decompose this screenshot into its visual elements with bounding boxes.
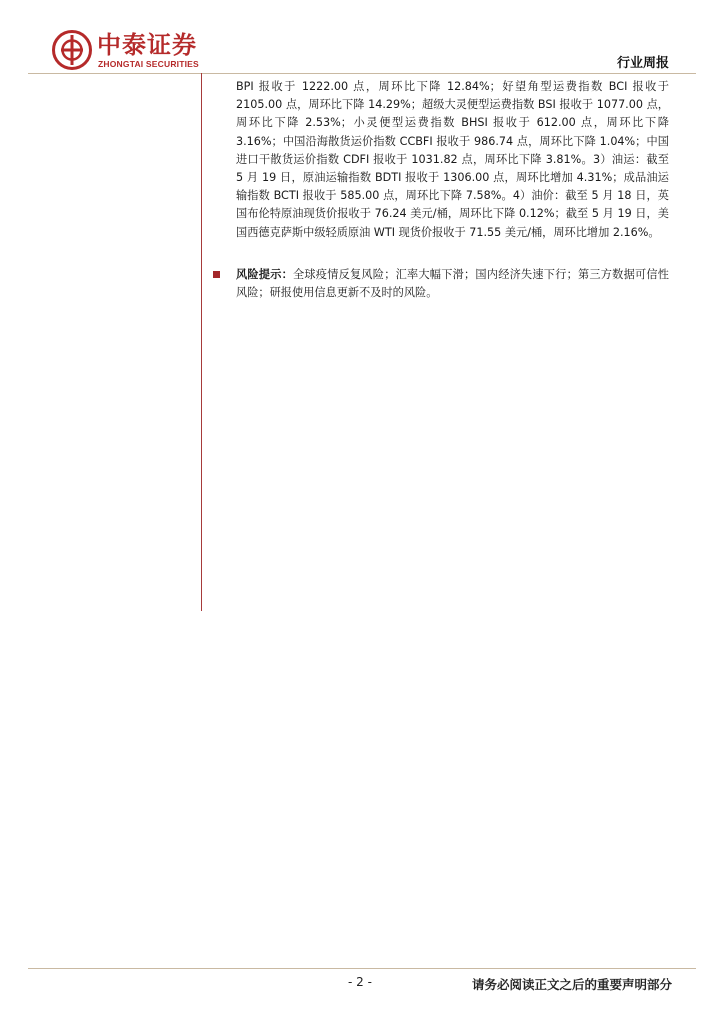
footer-disclaimer: 请务必阅读正文之后的重要声明部分 [471,977,672,992]
left-margin-rule [201,73,202,611]
report-type-label: 行业周报 [616,56,669,71]
risk-warning-label: 风险提示： [236,268,293,281]
page-number: - 2 - [348,975,372,989]
risk-warning-block [210,266,669,302]
risk-warning-text [236,266,669,302]
footer-divider [28,968,696,969]
logo-english-name: ZHONGTAI SECURITIES [98,59,199,69]
logo-chinese-name: 中泰证券 [97,31,197,59]
header-divider [28,73,696,74]
square-bullet-icon [213,271,220,278]
risk-warning-content: 全球疫情反复风险；汇率大幅下滑；国内经济失速下行；第三方数据可信性风险；研报使用信息更新不及时的风险。 [236,268,669,300]
logo-emblem-icon [52,30,92,70]
company-logo [52,28,222,72]
body-paragraph: BPI 报收于 1222.00 点，周环比下降 12.84%；好望角型运费指数 BCI 报收于 2105.00 点，周环比下降 14.29%；超级大灵便型运费指数 BSI 报收于 1077.00 点，周环比下降 2.53%；小灵便型运费指数 BHSI 报收于 612.00 点，周环比下降 3.16%；中国沿海散货运价指数 CCBFI 报收于 986.74 点，周环比下降 1.04%；中国进口干散货运价指数 CDFI 报收于 1031.82 点，周环比下降 3.81%。3）油运：截至 5 月 19 日，原油运输指数 BDTI 报收于 1306.00 点，周环比增加 4.31%；成品油运输指数 BCTI 报收于 585.00 点，周环比下降 7.58%。4）油价：截至 5 月 18 日，英国布伦特原油现货价报收于 76.24 美元/桶，周环比下降 0.12%；截至 5 月 19 日，美国西德克萨斯中级轻质原油 WTI 现货价报收于 71.55 美元/桶，周环比增加 2.16%。 [236,80,669,239]
